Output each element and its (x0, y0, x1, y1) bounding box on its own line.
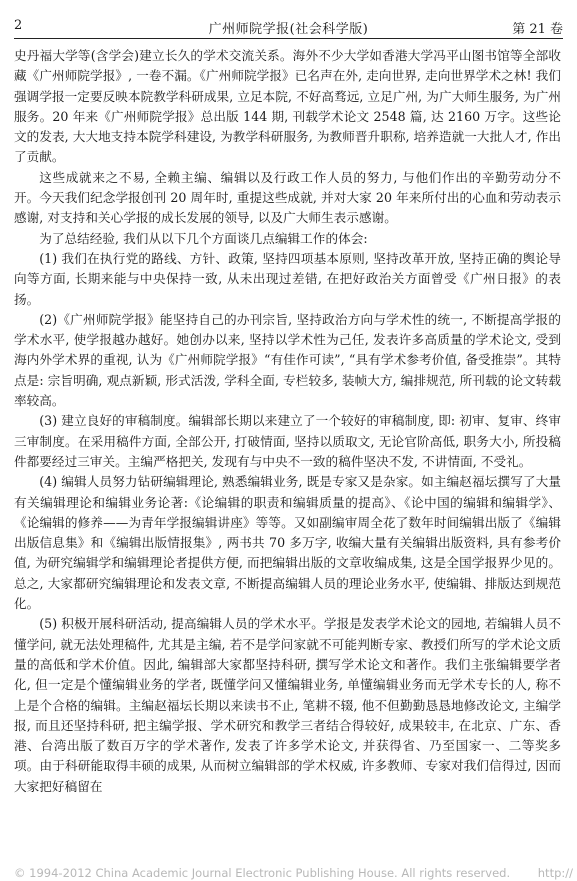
journal-title: 广州师院学报(社会科学版) (208, 22, 369, 37)
page-header (14, 10, 563, 39)
paragraph-point-3: (3) 建立良好的审稿制度。编辑部长期以来建立了一个较好的审稿制度, 即: 初审、复审、终审三审制度。在采用稿件方面, 全部公开, 打破情面, 坚持以质取文, 无论官阶高低, 职务大小, 所投稿件都要经过三审关。主编严格把关, 发现有与中央不一致的稿件坚决不发, 不讲情面, 不受礼。 (14, 413, 561, 469)
paragraph-point-2: (2)《广州师院学报》能坚持自己的办刊宗旨, 坚持政治方向与学术性的统一, 不断提高学报的学术水平, 使学报越办越好。她创办以来, 坚持以学术性为己任, 发表许多高质量的学术论文, 受到海内外学术界的重视, 认为《广州师院学报》“有佳作可读”, “具有学术参考价值, 备受推崇”。其特点是: 宗旨明确, 观点新颖, 形式活泼, 学科全面, 专栏较多, 装帧大方, 编排规范, 所刊载的论文转载率较高。 (14, 311, 561, 409)
article-body (14, 46, 561, 797)
paragraph-point-1: (1) 我们在执行党的路线、方针、政策, 坚持四项基本原则, 坚持改革开放, 坚持正确的舆论导向等方面, 长期来能与中央保持一致, 从未出现过差错, 在把好政治关方面曾受《广州日报》的表扬。 (14, 250, 561, 307)
page-number: 2 (14, 18, 23, 33)
paragraph-point-4: (4) 编辑人员努力钻研编辑理论, 熟悉编辑业务, 既是专家又是杂家。如主编赵福坛撰写了大量有关编辑理论和编辑业务论著:《论编辑的职责和编辑质量的提高》、《论中国的编辑和编辑学》、《论编辑的修养——为青年学报编辑讲座》等等。又如副编审周全花了数年时间编辑出版了《编辑出版信息集》和《编辑出版情报集》, 两书共 70 多万字, 收编大量有关编辑出版资料, 具有参考价值, 为研究编辑学和编辑理论者提供方便, 而把编辑出版的文章收编成集, 这是全国学报界少见的。总之, 大家都研究编辑理论和发表文章, 不断提高编辑人员的理论业务水平, 使编辑、排版达到规范化。 (14, 474, 561, 612)
paragraph: 这些成就来之不易, 全赖主编、编辑以及行政工作人员的努力, 与他们作出的辛勤劳动分不开。今天我们纪念学报创刊 20 周年时, 重提这些成就, 并对大家 20 年来所付出的心血和劳动表示感谢, 对支持和关心学报的成长发展的领导, 以及广大师生表示感谢。 (14, 169, 561, 226)
paragraph-continued: 史丹福大学等(含学会)建立长久的学术交流关系。海外不少大学如香港大学冯平山图书馆等全部收藏《广州师院学报》, 一卷不漏。《广州师院学报》已名声在外, 走向世界, 走向世界学术之林! 我们强调学报一定要反映本院教学科研成果, 立足本院, 不好高骛远, 立足广州, 为广大师生服务, 为广州服务。20 年来《广州师院学报》总出版 144 期, 刊载学术论文 2548 篇, 达 2160 万字。这些论文的发表, 大大地支持本院学科建设, 为教学科研服务, 为教师晋升职称, 培养造就一大批人才, 作出了贡献。 (14, 48, 561, 165)
volume-label: 第 21 卷 (512, 22, 563, 37)
paragraph-point-5: (5) 积极开展科研活动, 提高编辑人员的学术水平。学报是发表学术论文的园地, 若编辑人员不懂学问, 就无法处理稿件, 尤其是主编, 若不是学问家就不可能判断专家、教授们所写的学术论文质量的高低和学术价值。因此, 编辑部大家都坚持科研, 撰写学术论文和著作。我们主张编辑要学者化, 但一定是个懂编辑业务的学者, 既懂学问又懂编辑业务, 单懂编辑业务而无学术专长的人, 称不上是个合格的编辑。主编赵福坛长期以来读书不止, 笔耕不辍, 他不但勤勤恳恳地修改论文, 主编学报, 而且还坚持科研, 把主编学报、学术研究和教学三者结合得较好, 成果较丰, 在北京、广东、香港、台湾出版了数百万字的学术著作, 发表了许多学术论文, 并获得省、乃至国家一、二等奖多项。由于科研能取得丰硕的成果, 从而树立编辑部的学术权威, 许多教师、专家对我们信得过, 因而大家把好稿留在 (14, 616, 561, 794)
paragraph: 为了总结经验, 我们从以下几个方面谈几点编辑工作的体会: (39, 230, 368, 246)
page-footer (14, 866, 573, 880)
copyright-notice: © 1994-2012 China Academic Journal Electronic Publishing House. All rights reserved. (14, 866, 511, 880)
footer-url: http:// (537, 866, 573, 880)
